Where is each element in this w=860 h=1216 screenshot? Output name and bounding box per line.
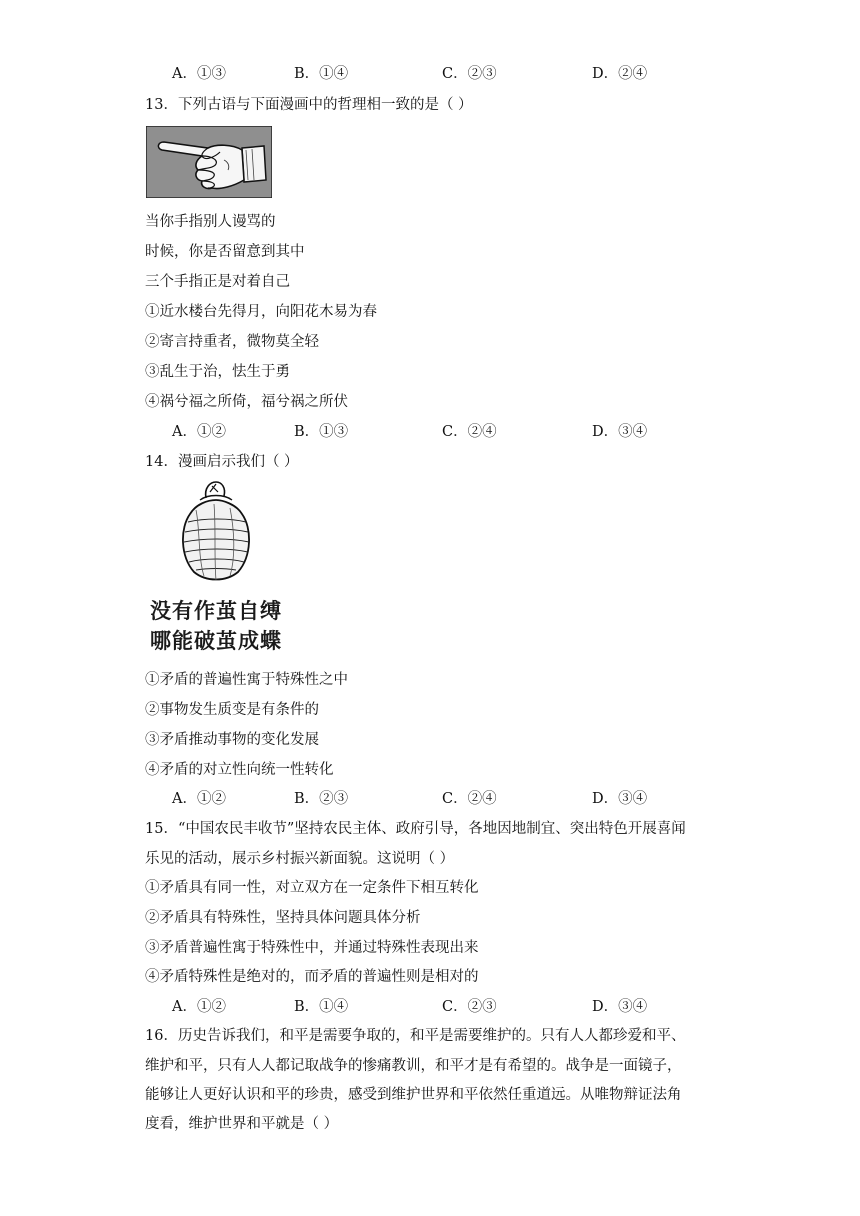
- q13-comic-line-1: 当你手指别人谩骂的: [145, 214, 276, 230]
- q14-item-4: ④矛盾的对立性向统一性转化: [145, 762, 334, 778]
- q15-option-a[interactable]: A．①②: [172, 999, 226, 1015]
- q16-stem-line-1: 16．历史告诉我们，和平是需要争取的，和平是需要维护的。只有人人都珍爱和平、: [145, 1028, 686, 1044]
- q13-item-4: ④祸兮福之所倚，福兮祸之所伏: [145, 394, 348, 410]
- q13-stem: 13．下列古语与下面漫画中的哲理相一致的是（ ）: [145, 97, 473, 113]
- q14-option-b[interactable]: B．②③: [294, 791, 349, 807]
- q12-option-c[interactable]: C．②③: [442, 66, 497, 82]
- q15-option-b[interactable]: B．①④: [294, 999, 349, 1015]
- q14-option-c[interactable]: C．②④: [442, 791, 497, 807]
- q13-item-1: ①近水楼台先得月，向阳花木易为春: [145, 304, 377, 320]
- q13-item-3: ③乱生于治，怯生于勇: [145, 364, 290, 380]
- q13-item-2: ②寄言持重者，微物莫全轻: [145, 334, 319, 350]
- q16-stem-line-3: 能够让人更好认识和平的珍贵，感受到维护世界和平依然任重道远。从唯物辩证法角: [145, 1087, 682, 1103]
- q14-option-a[interactable]: A．①②: [172, 791, 226, 807]
- q16-stem-line-2: 维护和平，只有人人都记取战争的惨痛教训，和平才是有希望的。战争是一面镜子，: [145, 1058, 682, 1074]
- q14-item-3: ③矛盾推动事物的变化发展: [145, 732, 319, 748]
- q13-options: [172, 422, 732, 442]
- cocoon-comic: [160, 478, 280, 588]
- q15-item-4: ④矛盾特殊性是绝对的，而矛盾的普遍性则是相对的: [145, 969, 479, 985]
- q14-option-d[interactable]: D．③④: [592, 791, 648, 807]
- pointing-hand-comic: [146, 126, 272, 198]
- q15-item-3: ③矛盾普遍性寓于特殊性中，并通过特殊性表现出来: [145, 940, 479, 956]
- q12-option-b[interactable]: B．①④: [294, 66, 349, 82]
- cocoon-caption-line-1: 没有作茧自缚: [150, 599, 282, 623]
- q13-option-d[interactable]: D．③④: [592, 424, 648, 440]
- q14-item-1: ①矛盾的普遍性寓于特殊性之中: [145, 672, 348, 688]
- q15-options: [172, 997, 732, 1017]
- q16-stem-line-4: 度看，维护世界和平就是（ ）: [145, 1116, 339, 1132]
- q15-option-d[interactable]: D．③④: [592, 999, 648, 1015]
- q13-option-c[interactable]: C．②④: [442, 424, 497, 440]
- q15-item-1: ①矛盾具有同一性，对立双方在一定条件下相互转化: [145, 880, 479, 896]
- q15-stem-line-1: 15．“中国农民丰收节”坚持农民主体、政府引导，各地因地制宜、突出特色开展喜闻: [145, 821, 686, 837]
- q12-option-d[interactable]: D．②④: [592, 66, 648, 82]
- q13-option-b[interactable]: B．①③: [294, 424, 349, 440]
- q12-options: [172, 64, 732, 84]
- q14-options: [172, 789, 732, 809]
- q15-stem-line-2: 乐见的活动，展示乡村振兴新面貌。这说明（ ）: [145, 851, 455, 867]
- q12-option-a[interactable]: A．①③: [172, 66, 226, 82]
- cocoon-caption-line-2: 哪能破茧成蝶: [150, 629, 282, 653]
- q15-item-2: ②矛盾具有特殊性，坚持具体问题具体分析: [145, 910, 421, 926]
- q14-item-2: ②事物发生质变是有条件的: [145, 702, 319, 718]
- q13-comic-line-3: 三个手指正是对着自己: [145, 274, 290, 290]
- q13-comic-line-2: 时候，你是否留意到其中: [145, 244, 305, 260]
- q13-option-a[interactable]: A．①②: [172, 424, 226, 440]
- q15-option-c[interactable]: C．②③: [442, 999, 497, 1015]
- q14-stem: 14．漫画启示我们（ ）: [145, 454, 299, 470]
- cocoon-caption: [150, 596, 282, 656]
